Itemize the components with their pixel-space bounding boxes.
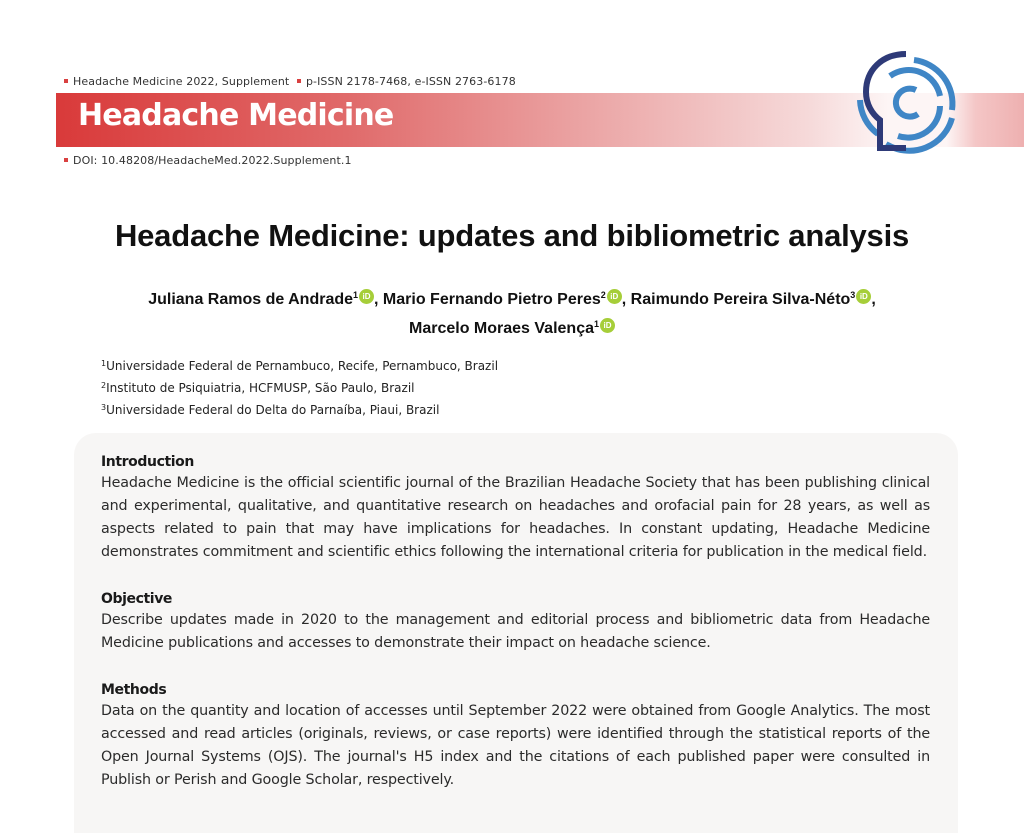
affiliation-text: Instituto de Psiquiatria, HCFMUSP, São Paulo, Brazil	[106, 381, 415, 395]
affiliation-number: 2	[101, 381, 107, 390]
author	[148, 291, 383, 308]
author-name: Mario Fernando Pietro Peres	[382, 291, 601, 308]
journal-info: Headache Medicine 2022, Supplement	[73, 75, 290, 88]
journal-meta-line	[64, 75, 516, 88]
affiliation-marker: 2	[600, 290, 606, 300]
section-heading: Introduction	[101, 454, 194, 470]
section-heading: Objective	[101, 591, 173, 607]
orcid-icon[interactable]: iD	[600, 318, 615, 333]
abstract-section-objective	[101, 589, 930, 655]
doi-line	[64, 154, 352, 167]
separator: ,	[871, 291, 876, 308]
bullet-icon	[64, 79, 68, 83]
separator: ,	[621, 291, 631, 308]
affiliation-text: Universidade Federal de Pernambuco, Recife, Pernambuco, Brazil	[106, 359, 499, 373]
author-name: Raimundo Pereira Silva-Néto	[630, 291, 851, 308]
affiliation-number: 3	[101, 403, 107, 412]
affiliation-list	[101, 354, 498, 420]
abstract-section-methods	[101, 680, 930, 792]
author	[631, 291, 876, 308]
author-list	[100, 283, 924, 341]
affiliation-marker: 1	[353, 290, 359, 300]
paper-title: Headache Medicine: updates and bibliometric analysis	[114, 218, 910, 253]
affiliation	[101, 398, 498, 420]
separator: ,	[374, 291, 383, 308]
section-text: Data on the quantity and location of accesses until September 2022 were obtained from Google Analytics. The most accessed and read articles (originals, reviews, or case reports) were identified through the statistical reports of the Open Journal Systems (OJS). The journal's H5 index and the citations of each published paper were consulted in Publish or Perish and Google Scholar, respectively.	[101, 703, 930, 788]
section-heading: Methods	[101, 682, 167, 698]
orcid-icon[interactable]: iD	[359, 289, 374, 304]
head-profile-logo-icon	[848, 48, 960, 160]
author	[409, 320, 615, 337]
affiliation-text: Universidade Federal do Delta do Parnaíba, Piaui, Brazil	[106, 403, 440, 417]
section-text: Headache Medicine is the official scientific journal of the Brazilian Headache Society that has been publishing clinical and experimental, qualitative, and quantitative research on headaches and orofacial pain for 28 years, as well as aspects related to pain that may have implications for headaches. In constant updating, Headache Medicine demonstrates commitment and scientific ethics following the international criteria for publication in the medical field.	[101, 475, 930, 560]
abstract-section-introduction	[101, 452, 930, 564]
affiliation	[101, 354, 498, 376]
issn: p-ISSN 2178-7468, e-ISSN 2763-6178	[305, 75, 516, 88]
affiliation-marker: 1	[593, 319, 599, 329]
affiliation	[101, 376, 498, 398]
orcid-icon[interactable]: iD	[856, 289, 871, 304]
bullet-icon	[297, 79, 301, 83]
affiliation-number: 1	[101, 359, 107, 368]
journal-name: Headache Medicine	[78, 98, 394, 133]
author	[383, 291, 631, 308]
bullet-icon	[64, 158, 68, 162]
author-name: Marcelo Moraes Valença	[409, 320, 594, 337]
section-text: Describe updates made in 2020 to the management and editorial process and bibliometric data from Headache Medicine publications and accesses to demonstrate their impact on headache science.	[101, 612, 930, 651]
doi-link[interactable]: DOI: 10.48208/HeadacheMed.2022.Supplement.1	[73, 154, 352, 167]
affiliation-marker: 3	[850, 290, 856, 300]
orcid-icon[interactable]: iD	[607, 289, 622, 304]
author-name: Juliana Ramos de Andrade	[148, 291, 354, 308]
